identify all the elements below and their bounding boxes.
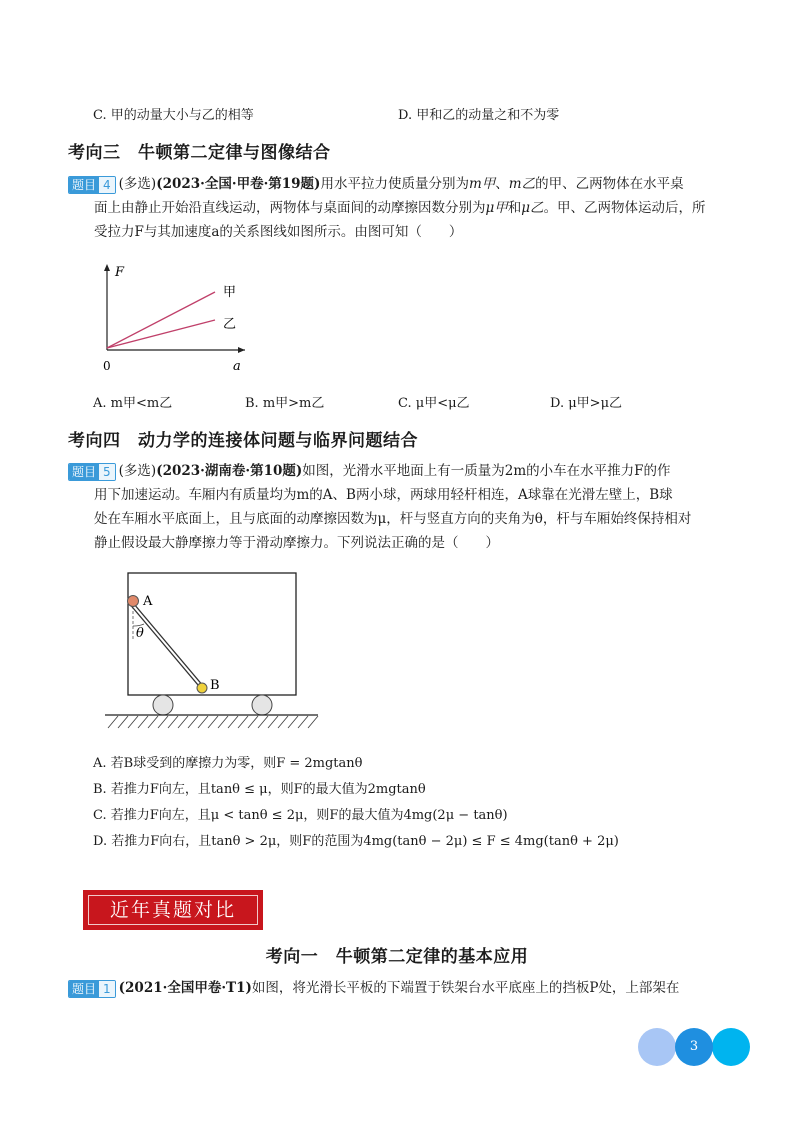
rod-highlight	[131, 603, 201, 686]
q5-option-a: A. 若B球受到的摩擦力为零，则F = 2mgtanθ	[93, 756, 363, 771]
line-jia-label: 甲	[223, 285, 237, 300]
label-a: A	[143, 594, 153, 609]
banner-text: 近年真题对比	[109, 899, 236, 921]
wheel-right	[252, 695, 272, 715]
multi-select-tag: (多选)	[118, 176, 157, 192]
question-source: (2023·湖南卷·第10题)	[156, 463, 303, 479]
q5-option-d: D. 若推力F向右，且tanθ > 2μ，则F的范围为4mg(tanθ − 2μ) ≤ F ≤ 4mg(tanθ + 2μ)	[93, 834, 619, 849]
question-badge: 题目 5	[68, 463, 116, 481]
cart-figure	[100, 568, 325, 733]
section1-heading: 考向一 牛顿第二定律的基本应用	[265, 947, 529, 967]
question-badge: 题目 4	[68, 176, 116, 194]
q4-option-d: D. μ甲>μ乙	[550, 396, 623, 411]
question-5: 题目 5 (多选)(2023·湖南卷·第10题)如图，光滑水平地面上有一质量为2m的小车在水平推力F的作 用下加速运动。车厢内有质量均为m的A、B两小球，两球用轻杆相连，A球靠在光滑左壁上，B球 处在车厢水平底面上，且与底面的动摩擦因数为μ，杆与竖直方向的夹角为θ，杆与车厢始终保持相对 静止假设最大静摩擦力等于滑动摩擦力。下列说法正确的是（ ）	[68, 459, 738, 555]
option-d-prev: D. 甲和乙的动量之和不为零	[398, 108, 560, 123]
line-jia	[107, 292, 215, 348]
line-yi-label: 乙	[223, 317, 237, 332]
ball-b	[197, 683, 207, 693]
cart-box	[128, 573, 296, 695]
question-source: (2021·全国甲卷·T1)	[118, 980, 252, 996]
label-theta: θ	[136, 626, 144, 641]
question-badge: 题目 1	[68, 980, 116, 998]
q4-option-a: A. m甲<m乙	[93, 396, 173, 411]
option-c-prev: C. 甲的动量大小与乙的相等	[93, 108, 254, 123]
x-label: a	[233, 359, 241, 374]
x-axis-arrow	[238, 347, 245, 353]
q5-option-c: C. 若推力F向左，且μ < tanθ ≤ 2μ，则F的最大值为4mg(2μ − tanθ)	[93, 808, 508, 823]
question-source: (2023·全国·甲卷·第19题)	[156, 176, 321, 192]
ground-hatch	[108, 716, 318, 728]
q4-option-b: B. m甲>m乙	[245, 396, 325, 411]
wheel-left	[153, 695, 173, 715]
section-banner	[83, 890, 263, 930]
q4-option-c: C. μ甲<μ乙	[398, 396, 470, 411]
force-acceleration-graph	[95, 258, 255, 376]
y-axis-arrow	[104, 264, 110, 271]
page-decoration-right	[712, 1028, 750, 1066]
section3-heading: 考向三 牛顿第二定律与图像结合	[68, 143, 331, 163]
question-1: 题目 1 (2021·全国甲卷·T1)如图，将光滑长平板的下端置于铁架台水平底座上的挡板P处，上部架在	[68, 976, 738, 1000]
ball-a	[128, 596, 139, 607]
multi-select-tag: (多选)	[118, 463, 157, 479]
label-b: B	[210, 678, 220, 693]
page-decoration-left	[638, 1028, 676, 1066]
section4-heading: 考向四 动力学的连接体问题与临界问题结合	[68, 431, 418, 451]
y-label: F	[115, 265, 125, 280]
page-number: 3	[675, 1028, 713, 1066]
question-4: 题目 4 (多选)(2023·全国·甲卷·第19题)用水平拉力使质量分别为m甲、m乙的甲、乙两物体在水平桌 面上由静止开始沿直线运动，两物体与桌面间的动摩擦因数分别为μ甲和μ乙。甲、乙两物体运动后，所 受拉力F与其加速度a的关系图线如图所示。由图可知（ ）	[68, 172, 728, 244]
q5-option-b: B. 若推力F向左，且tanθ ≤ μ，则F的最大值为2mgtanθ	[93, 782, 426, 797]
origin-label: 0	[103, 359, 111, 373]
line-yi	[107, 320, 215, 348]
